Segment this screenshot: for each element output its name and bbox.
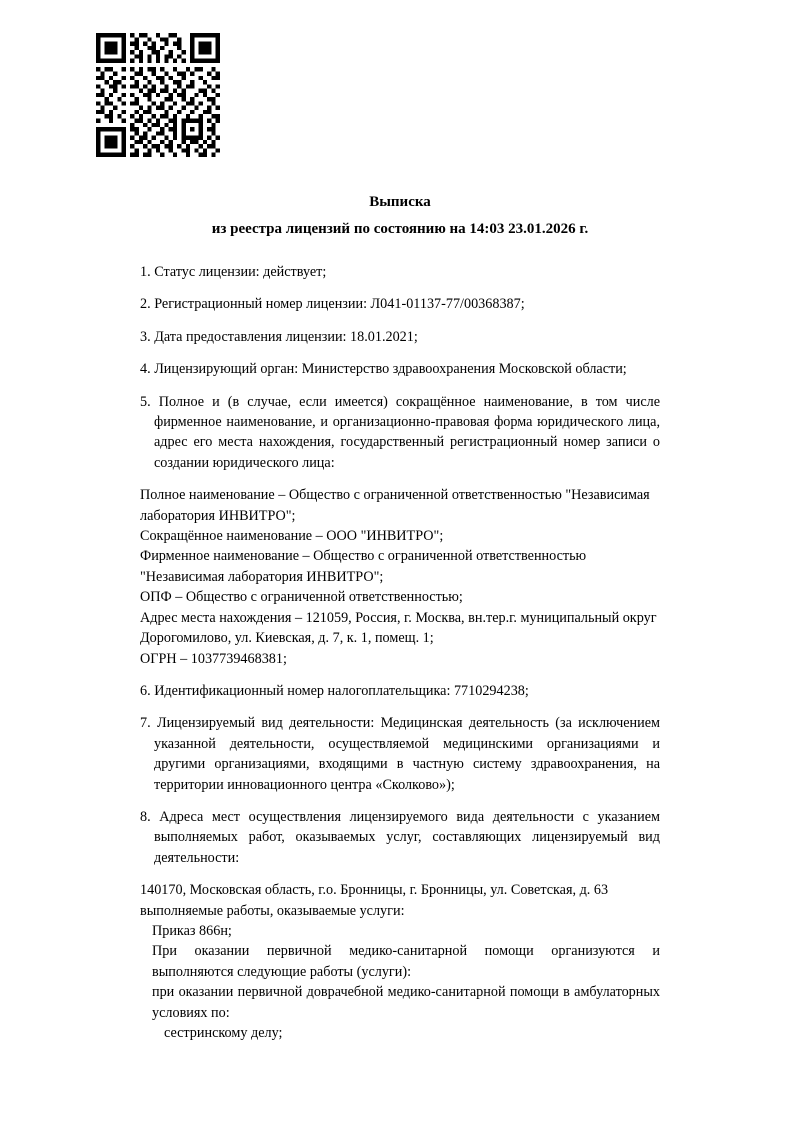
works-label: выполняемые работы, оказываемые услуги: — [140, 902, 405, 919]
entity-legal-form: ОПФ – Общество с ограниченной ответственностью; — [140, 589, 463, 606]
document-subtitle: из реестра лицензий по состоянию на 14:03 23.01.2026 г. — [211, 221, 589, 237]
entity-full-name: Полное наименование – Общество с ограниченной ответственностью "Независимая лаборатория ИНВИТРО"; — [140, 487, 650, 524]
document-body — [140, 192, 660, 1055]
clause-names-heading: 5. Полное и (в случае, если имеется) сокращённое наименование, в том числе фирменное наименование, и организационно-правовая форма юридического лица, адрес его места нахождения, государственный регистрационный номер записи о создании юридического лица: — [140, 393, 660, 471]
works-line-2: при оказании первичной доврачебной медико-санитарной помощи в амбулаторных условиях по: — [152, 984, 660, 1021]
qr-code-icon — [96, 33, 220, 157]
document-title: Выписка — [369, 194, 431, 210]
order-reference: Приказ 866н; — [152, 922, 232, 939]
clause-licensing-authority: 4. Лицензирующий орган: Министерство здравоохранения Московской области; — [140, 361, 627, 378]
entity-details — [140, 485, 660, 669]
clause-reg-number: 2. Регистрационный номер лицензии: Л041-01137-77/00368387; — [140, 296, 525, 313]
entity-short-name: Сокращённое наименование – ООО "ИНВИТРО"; — [140, 528, 444, 545]
clause-inn: 6. Идентификационный номер налогоплательщика: 7710294238; — [140, 682, 529, 699]
activity-address: 140170, Московская область, г.о. Бронницы, г. Бронницы, ул. Советская, д. 63 — [140, 882, 609, 899]
clause-status: 1. Статус лицензии: действует; — [140, 264, 327, 280]
works-line-1: При оказании первичной медико-санитарной помощи организуются и выполняются следующие работы (услуги): — [152, 943, 660, 980]
address-block — [140, 880, 660, 1043]
clause-activity-type: 7. Лицензируемый вид деятельности: Медицинская деятельность (за исключением указанной деятельности, осуществляемой медицинскими организациями и другими организациями, входящими в частную систему здравоохранения, на территории инновационного центра «Сколково»); — [140, 715, 660, 793]
entity-ogrn: ОГРН – 1037739468381; — [140, 650, 287, 667]
entity-address: Адрес места нахождения – 121059, Россия, г. Москва, вн.тер.г. муниципальный округ Дорогомилово, ул. Киевская, д. 7, к. 1, помещ. 1; — [140, 609, 657, 647]
works-line-3: сестринскому делу; — [164, 1025, 283, 1041]
clause-grant-date: 3. Дата предоставления лицензии: 18.01.2021; — [140, 328, 418, 345]
clause-addresses-heading: 8. Адреса мест осуществления лицензируемого вида деятельности с указанием выполняемых работ, оказываемых услуг, составляющих лицензируемый вид деятельности: — [140, 808, 660, 866]
entity-brand-name: Фирменное наименование – Общество с ограниченной ответственностью "Независимая лаборатория ИНВИТРО"; — [140, 548, 587, 585]
